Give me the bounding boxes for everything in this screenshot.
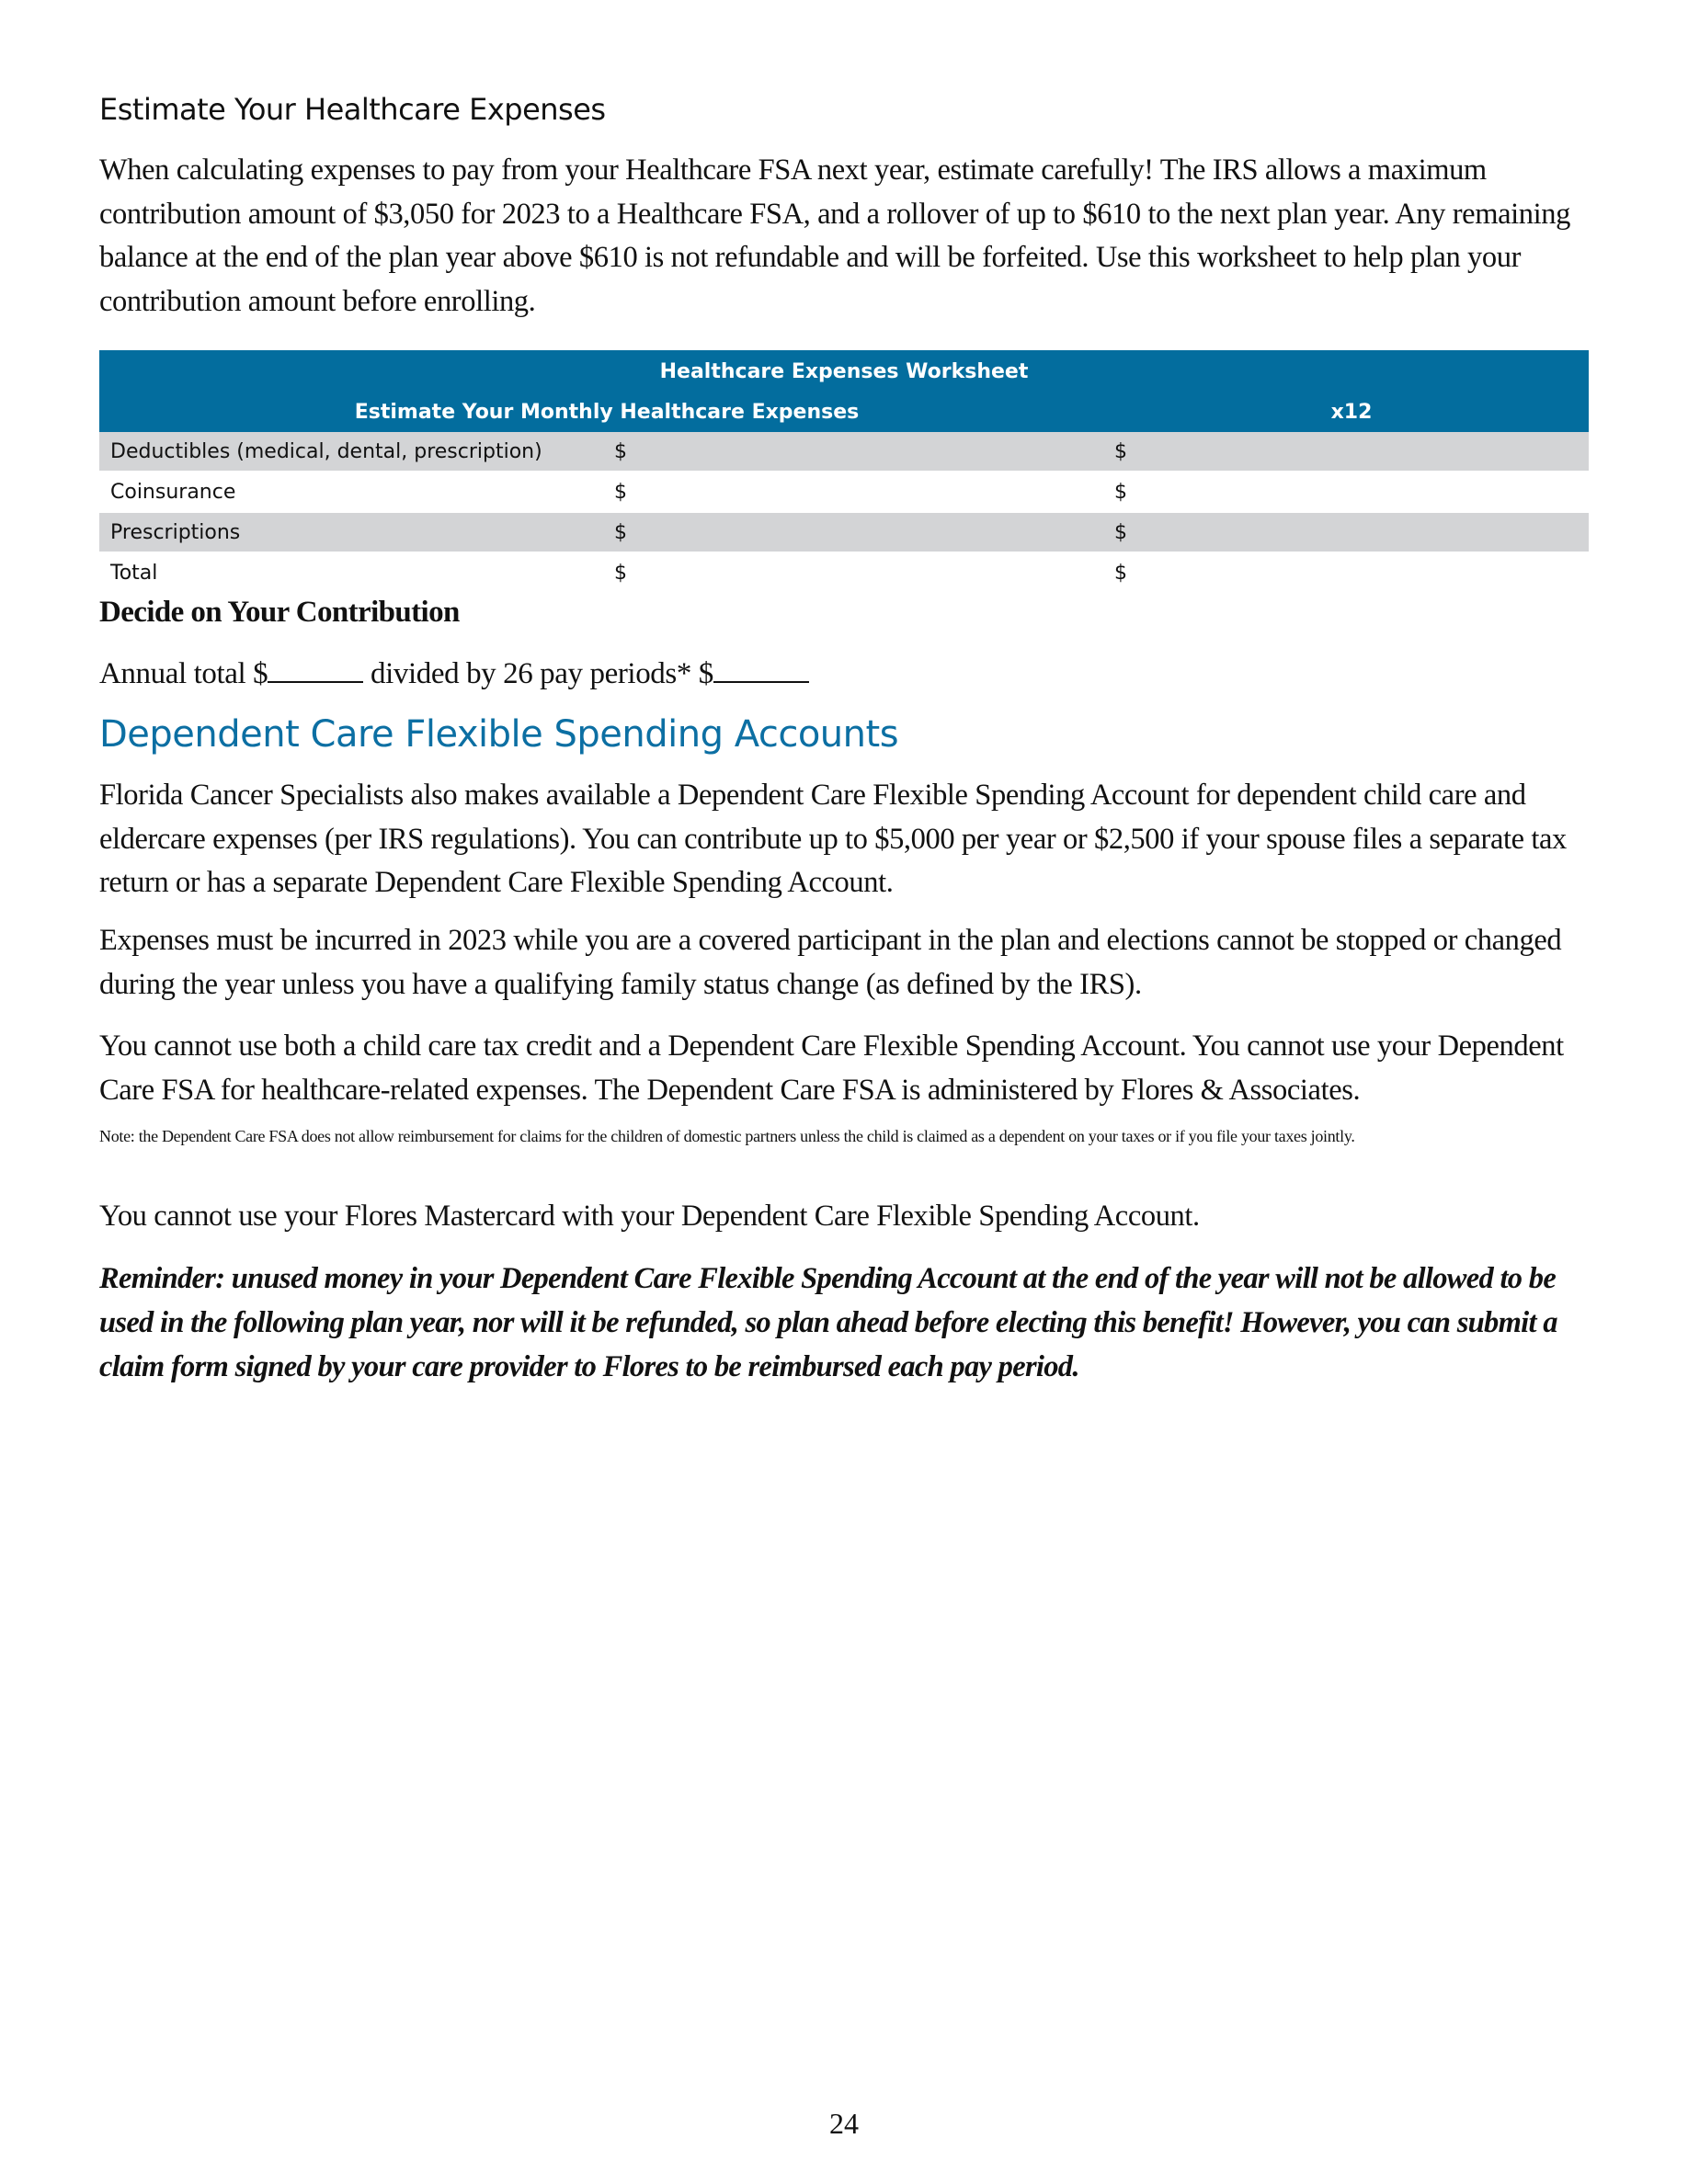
annual-total-label: Annual total $ <box>99 657 268 690</box>
paragraph-availability: Florida Cancer Specialists also makes available a Dependent Care Flexible Spending Account for dependent child care and eldercare expenses (per IRS regulations). You can contribute up to $5,000 per year or $2,500 if your spouse files a separate tax return or has a separate Dependent Care Flexible Spending Account. <box>99 779 1567 899</box>
annual-total-blank[interactable] <box>268 655 363 683</box>
row-label: Total <box>110 561 158 585</box>
healthcare-expenses-worksheet <box>99 350 1589 594</box>
table-row <box>99 512 1589 552</box>
annual-amount-field[interactable]: $ <box>1114 439 1127 463</box>
monthly-amount-field[interactable]: $ <box>614 439 627 463</box>
page-number: 24 <box>829 2107 859 2140</box>
worksheet-header <box>99 350 1589 432</box>
paragraph-incurred-expenses: Expenses must be incurred in 2023 while you are a covered participant in the plan and elections cannot be stopped or changed during the year unless you have a qualifying family status change (as defined by the IRS). <box>99 924 1562 1001</box>
column-header-monthly: Estimate Your Monthly Healthcare Expenses <box>354 400 860 424</box>
row-label: Deductibles (medical, dental, prescription) <box>110 439 542 463</box>
annual-total-field[interactable]: $ <box>1114 561 1127 585</box>
reminder-callout: Reminder: unused money in your Dependent Care Flexible Spending Account at the end of the year will not be allowed to be used in the following plan year, nor will it be refunded, so plan ahead before electing this benefit! However, you can submit a claim form signed by your care provider to Flores to be reimbursed each pay period. <box>99 1262 1557 1383</box>
worksheet-title: Healthcare Expenses Worksheet <box>659 359 1029 383</box>
column-header-annual: x12 <box>1330 400 1373 424</box>
contribution-formula <box>99 655 809 691</box>
section-heading-decide-contribution: Decide on Your Contribution <box>99 596 460 629</box>
footnote-domestic-partners: Note: the Dependent Care FSA does not allow reimbursement for claims for the children of domestic partners unless the child is claimed as a dependent on your taxes or if you file your taxes jointly. <box>99 1127 1355 1145</box>
annual-amount-field[interactable]: $ <box>1114 520 1127 544</box>
row-label: Prescriptions <box>110 520 241 544</box>
per-period-blank[interactable] <box>713 655 809 683</box>
intro-paragraph: When calculating expenses to pay from your Healthcare FSA next year, estimate carefully! The IRS allows a maximum contribution amount of $3,050 for 2023 to a Healthcare FSA, and a rollover of up to $610 to the next plan year. Any remaining balance at the end of the plan year above $610 is not refundable and will be forfeited. Use this worksheet to help plan your contribution amount before enrolling. <box>99 154 1570 318</box>
monthly-amount-field[interactable]: $ <box>614 520 627 544</box>
row-label: Coinsurance <box>110 480 236 504</box>
annual-amount-field[interactable]: $ <box>1114 480 1127 504</box>
table-row <box>99 472 1589 512</box>
pay-periods-label: divided by 26 pay periods* $ <box>363 657 713 690</box>
paragraph-restrictions: You cannot use both a child care tax credit and a Dependent Care Flexible Spending Account. You cannot use your Dependent Care FSA for healthcare-related expenses. The Dependent Care FSA is administered by Flores & Associates. <box>99 1029 1564 1107</box>
table-row-total <box>99 552 1589 593</box>
section-heading-dependent-care: Dependent Care Flexible Spending Accounts <box>99 713 899 756</box>
monthly-amount-field[interactable]: $ <box>614 480 627 504</box>
monthly-total-field[interactable]: $ <box>614 561 627 585</box>
table-row <box>99 432 1589 472</box>
paragraph-mastercard: You cannot use your Flores Mastercard with your Dependent Care Flexible Spending Account. <box>99 1200 1200 1233</box>
section-heading-estimate: Estimate Your Healthcare Expenses <box>99 92 606 127</box>
